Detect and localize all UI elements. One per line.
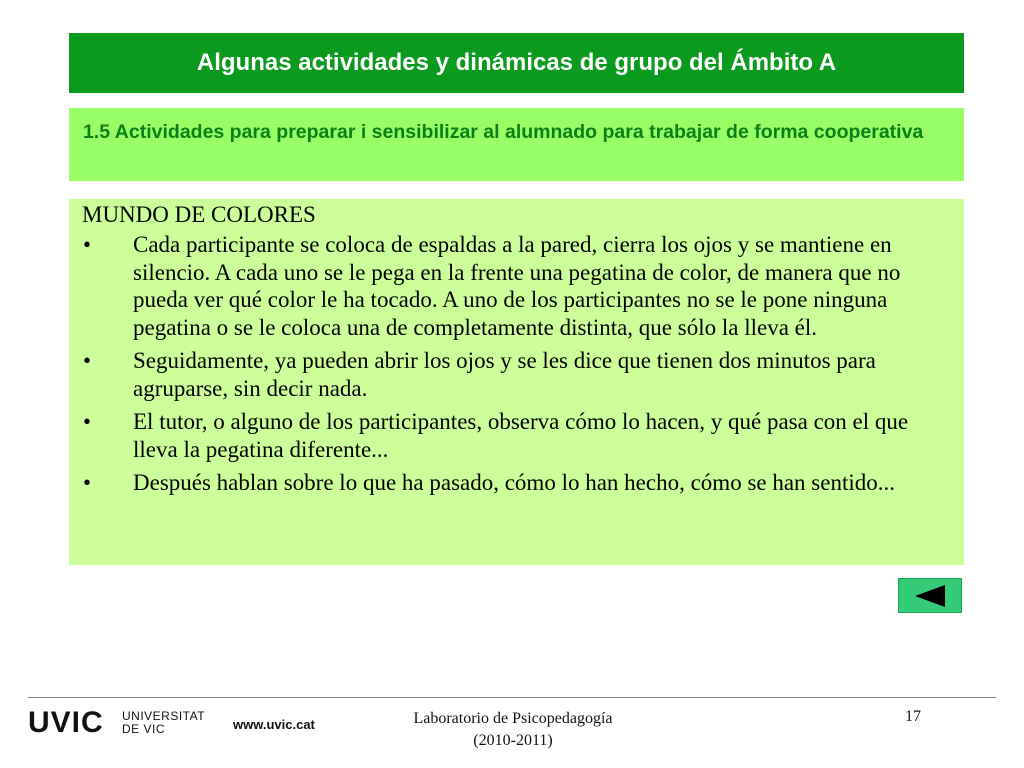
bullet-marker: • (83, 470, 92, 495)
list-item (82, 231, 950, 341)
slide-title: Algunas actividades y dinámicas de grupo del Ámbito A (196, 49, 837, 76)
back-arrow-icon (913, 584, 947, 608)
section-heading: MUNDO DE COLORES (82, 202, 316, 227)
bullet-text: Después hablan sobre lo que ha pasado, cómo lo han hecho, cómo se han sentido... (133, 470, 895, 495)
content-box (69, 199, 964, 565)
bullet-text: Cada participante se coloca de espaldas a la pared, cierra los ojos y se mantiene en silencio. A cada uno se le pega en la frente una pegatina de color, de manera que no pueda ver qué color le ha tocado. A uno de los participantes no se le pone ninguna pegatina o se le coloca una de completamente distinta, que sólo la lleva él. (133, 232, 901, 340)
logo-line-2: DE VIC (122, 722, 166, 736)
logo-text (122, 710, 205, 736)
slide-subtitle: 1.5 Actividades para preparar i sensibilizar al alumnado para trabajar de forma cooperativa (83, 121, 924, 143)
uvic-logo (28, 706, 218, 739)
footer-url: www.uvic.cat (233, 717, 315, 732)
bullet-text: Seguidamente, ya pueden abrir los ojos y se les dice que tienen dos minutos para agruparse, sin decir nada. (133, 348, 876, 401)
list-item (82, 469, 950, 497)
logo-mark: UVIC (28, 706, 104, 739)
list-item (82, 347, 950, 402)
title-bar (69, 33, 964, 93)
bullet-marker: • (83, 409, 92, 434)
bullet-marker: • (83, 232, 92, 257)
footer-course (363, 708, 663, 752)
logo-line-1: UNIVERSITAT (122, 709, 206, 723)
course-name: Laboratorio de Psicopedagogía (413, 710, 613, 727)
back-button[interactable] (898, 578, 962, 613)
bullet-marker: • (83, 348, 92, 373)
course-years: (2010-2011) (473, 732, 553, 749)
footer-divider (28, 697, 996, 698)
page-number: 17 (905, 708, 921, 725)
subtitle-box (69, 108, 964, 181)
bullet-list (82, 231, 950, 497)
list-item (82, 408, 950, 463)
bullet-text: El tutor, o alguno de los participantes, observa cómo lo hacen, y qué pasa con el que lleva la pegatina diferente... (133, 409, 909, 462)
